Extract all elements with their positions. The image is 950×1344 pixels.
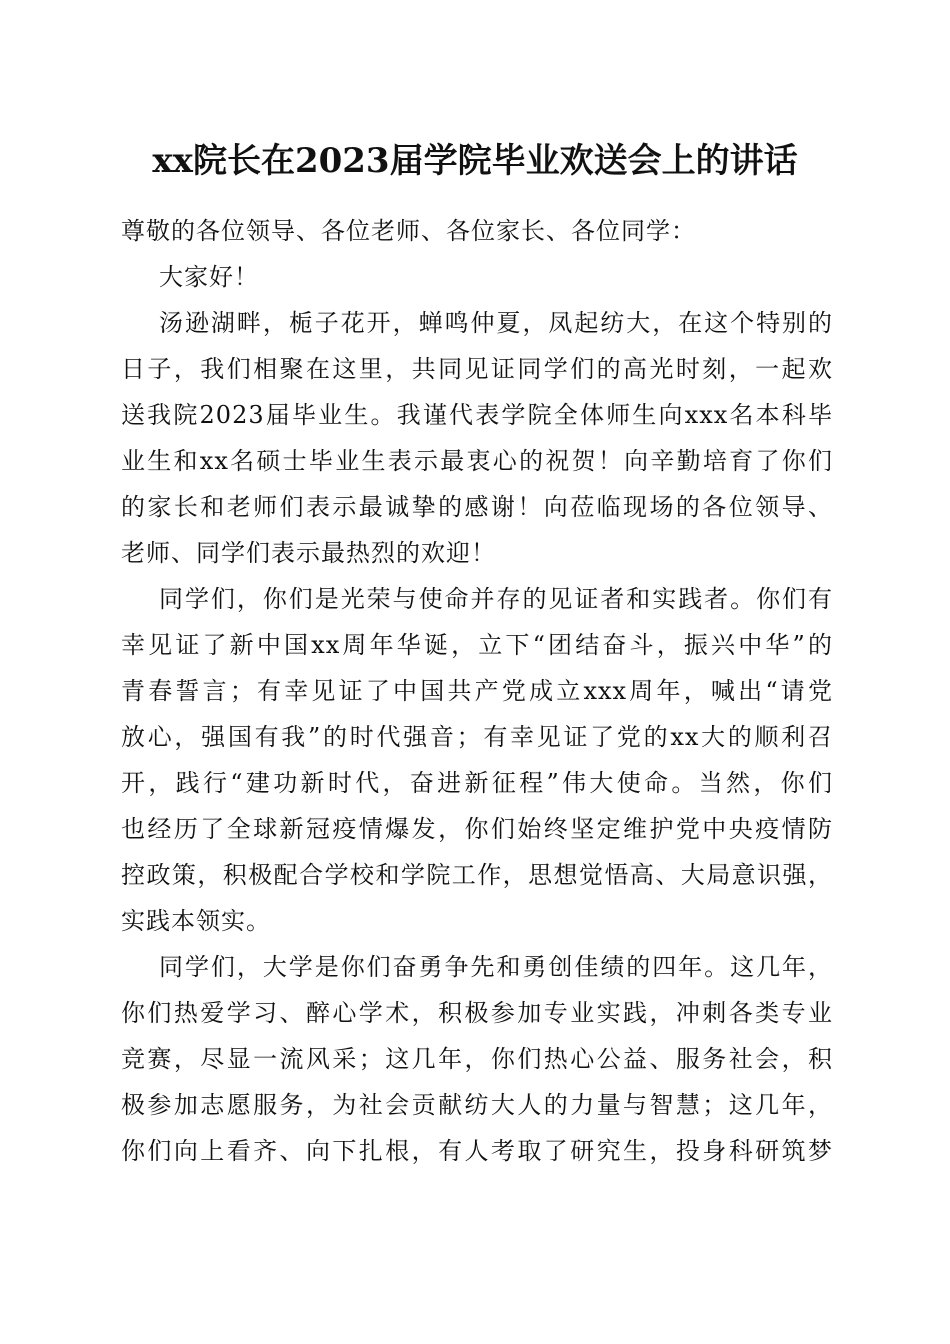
salutation-line: 尊敬的各位领导、各位老师、各位家长、各位同学： [121, 217, 696, 245]
paragraph-line: 老师、同学们表示最热烈的欢迎！ [121, 539, 496, 567]
document-title: xx院长在2023届学院毕业欢送会上的讲话 [152, 141, 798, 181]
greeting-line: 大家好！ [159, 263, 259, 291]
paragraph-line: 同学们，大学是你们奋勇争先和勇创佳绩的四年。这几年， [159, 953, 833, 981]
paragraph-line: 业生和xx名硕士毕业生表示最衷心的祝贺！向辛勤培育了你们 [121, 447, 833, 475]
paragraph-line: 幸见证了新中国xx周年华诞，立下“团结奋斗，振兴中华”的 [121, 631, 833, 659]
paragraph-line: 日子，我们相聚在这里，共同见证同学们的高光时刻，一起欢 [121, 355, 833, 383]
paragraph-line: 你们向上看齐、向下扎根，有人考取了研究生，投身科研筑梦 [121, 1137, 833, 1165]
paragraph-line: 的家长和老师们表示最诚挚的感谢！向莅临现场的各位领导、 [121, 493, 833, 521]
paragraph-line: 也经历了全球新冠疫情爆发，你们始终坚定维护党中央疫情防 [121, 815, 833, 843]
document-body [121, 208, 833, 1174]
paragraph-line: 放心，强国有我”的时代强音；有幸见证了党的xx大的顺利召 [121, 723, 833, 751]
paragraph-line: 实践本领实。 [121, 907, 271, 935]
paragraph-line: 极参加志愿服务，为社会贡献纺大人的力量与智慧；这几年， [121, 1091, 833, 1119]
paragraph-line: 同学们，你们是光荣与使命并存的见证者和实践者。你们有 [159, 585, 833, 613]
paragraph-line: 汤逊湖畔，栀子花开，蝉鸣仲夏，凤起纺大，在这个特别的 [159, 309, 833, 337]
paragraph-line: 开，践行“建功新时代，奋进新征程”伟大使命。当然，你们 [121, 769, 833, 797]
paragraph-line: 竞赛，尽显一流风采；这几年，你们热心公益、服务社会，积 [121, 1045, 833, 1073]
paragraph-line: 送我院2023届毕业生。我谨代表学院全体师生向xxx名本科毕 [121, 401, 833, 429]
paragraph-line: 你们热爱学习、醉心学术，积极参加专业实践，冲刺各类专业 [121, 999, 833, 1027]
paragraph-line: 控政策，积极配合学校和学院工作，思想觉悟高、大局意识强， [121, 861, 833, 889]
paragraph-line: 青春誓言；有幸见证了中国共产党成立xxx周年，喊出“请党 [121, 677, 833, 705]
